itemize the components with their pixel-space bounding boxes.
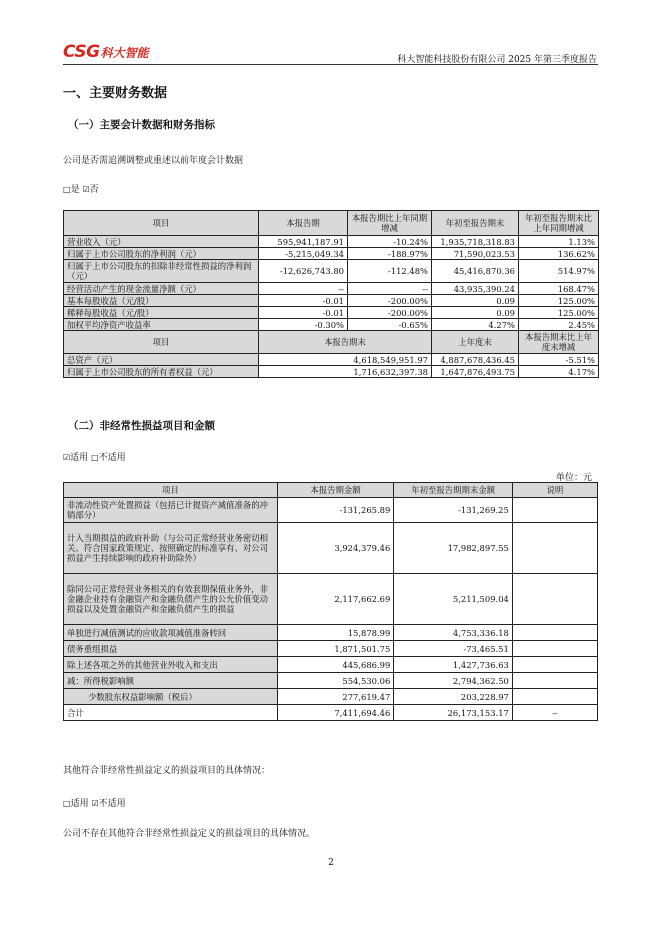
column-header: 项目	[64, 331, 259, 354]
column-header: 本报告期金额	[277, 483, 394, 498]
cell-value: 4,618,549,951.97	[259, 354, 432, 366]
cell-value: 71,590,023.53	[432, 248, 519, 260]
cell-value: -0.01	[259, 295, 348, 307]
note-cell	[512, 657, 597, 673]
cell-value: 0.09	[432, 295, 519, 307]
note-cell	[512, 641, 597, 657]
table-row	[64, 574, 598, 625]
row-label: 非流动性资产处置损益（包括已计提资产减值准备的冲销部分）	[64, 498, 278, 523]
cell-value: 2,794,362.50	[394, 673, 513, 689]
cell-value: -0.01	[259, 307, 348, 319]
other-not-applicable-checkbox[interactable]: ☑	[91, 799, 99, 808]
table-row	[64, 295, 599, 307]
cell-value: 1,716,632,397.38	[259, 366, 432, 378]
cell-value: 277,619.47	[277, 689, 394, 705]
cell-value: -200.00%	[348, 307, 432, 319]
cell-value: -112.48%	[348, 260, 432, 283]
other-items-statement: 公司不存在其他符合非经常性损益定义的损益项目的具体情况。	[63, 829, 316, 839]
cell-value: 595,941,187.91	[259, 236, 348, 248]
cell-value: 17,982,897.55	[394, 523, 513, 574]
table-header-row	[64, 211, 599, 236]
table-row	[64, 354, 599, 366]
table-row	[64, 625, 598, 641]
restate-options	[63, 182, 99, 195]
applicable-label: 适用	[70, 453, 89, 463]
table-row	[64, 319, 599, 331]
note-cell	[512, 523, 597, 574]
row-label: 基本每股收益（元/股）	[64, 295, 259, 307]
cell-value: --	[348, 283, 432, 295]
table-row	[64, 641, 598, 657]
column-header: 说明	[512, 483, 597, 498]
column-header: 上年度末	[432, 331, 519, 354]
other-not-applicable-label: 不适用	[98, 799, 126, 809]
cell-value: 45,416,870.36	[432, 260, 519, 283]
table-row	[64, 307, 599, 319]
company-logo	[63, 43, 149, 61]
table-row	[64, 236, 599, 248]
cell-value: -200.00%	[348, 295, 432, 307]
cell-value: -5.51%	[519, 354, 599, 366]
column-header: 本报告期	[259, 211, 348, 236]
row-label: 除同公司正常经营业务相关的有效套期保值业务外，非金融企业持有金融资产和金融负债产生的公允价值变动损益以及处置金融资产和金融负债产生的损益	[64, 574, 278, 625]
logo-text: 科大智能	[100, 45, 149, 60]
cell-value: 4.17%	[519, 366, 599, 378]
column-header: 本报告期比上年同期增减	[348, 211, 432, 236]
section-title: 一、主要财务数据	[63, 86, 168, 101]
cell-value: 1,647,876,493.75	[432, 366, 519, 378]
cell-value: -73,465.51	[394, 641, 513, 657]
row-label: 经营活动产生的现金流量净额（元）	[64, 283, 259, 295]
table-header-row	[64, 483, 598, 498]
other-applicable-options	[63, 796, 126, 809]
row-label: 总资产（元）	[64, 354, 259, 366]
restate-question: 公司是否需追溯调整或重述以前年度会计数据	[63, 156, 244, 166]
not-applicable-label: 不适用	[98, 453, 126, 463]
cell-value: 2,117,662.69	[277, 574, 394, 625]
unit-label: 单位：元	[555, 473, 592, 483]
note-cell	[512, 625, 597, 641]
cell-value: -0.65%	[348, 319, 432, 331]
row-label: 减：所得税影响额	[64, 673, 278, 689]
no-checkbox[interactable]: ☑	[82, 185, 90, 194]
column-header: 年初至报告期期末金额	[394, 483, 513, 498]
cell-value: -131,265.89	[277, 498, 394, 523]
note-cell	[512, 689, 597, 705]
cell-value: -188.97%	[348, 248, 432, 260]
note-cell	[512, 574, 597, 625]
table-row	[64, 523, 598, 574]
row-label: 加权平均净资产收益率	[64, 319, 259, 331]
row-label: 营业收入（元）	[64, 236, 259, 248]
cell-value: -5,215,049.34	[259, 248, 348, 260]
cell-value: -131,269.25	[394, 498, 513, 523]
not-applicable-checkbox[interactable]: □	[91, 453, 99, 462]
cell-value: 445,686.99	[277, 657, 394, 673]
row-label: 计入当期损益的政府补助（与公司正常经营业务密切相关、符合国家政策规定、按照确定的标准享有、对公司损益产生持续影响的政府补助除外）	[64, 523, 278, 574]
cell-value: 4.27%	[432, 319, 519, 331]
cell-value: 15,878.99	[277, 625, 394, 641]
row-label: 归属于上市公司股东的所有者权益（元）	[64, 366, 259, 378]
cell-value: 5,211,509.04	[394, 574, 513, 625]
table-row	[64, 673, 598, 689]
row-label: 合计	[64, 705, 278, 721]
report-title: 科大智能科技股份有限公司 2025 年第三季度报告	[397, 55, 597, 65]
note-cell: --	[512, 705, 597, 721]
note-cell	[512, 673, 597, 689]
table-row	[64, 498, 598, 523]
table-row	[64, 283, 599, 295]
cell-value: 125.00%	[519, 307, 599, 319]
cell-value: -12,626,743.80	[259, 260, 348, 283]
other-items-question: 其他符合非经常性损益定义的损益项目的具体情况：	[63, 766, 271, 776]
cell-value: 0.09	[432, 307, 519, 319]
cell-value: 1.13%	[519, 236, 599, 248]
cell-value: 1,427,736.63	[394, 657, 513, 673]
cell-value: 125.00%	[519, 295, 599, 307]
logo-mark: CSG	[63, 42, 100, 62]
no-label: 否	[89, 185, 99, 195]
cell-value: 26,173,153.17	[394, 705, 513, 721]
cell-value: 514.97%	[519, 260, 599, 283]
page-number: 2	[328, 858, 334, 868]
cell-value: 1,935,718,318.83	[432, 236, 519, 248]
cell-value: 554,530.06	[277, 673, 394, 689]
column-header: 本报告期末比上年度末增减	[519, 331, 599, 354]
cell-value: -0.30%	[259, 319, 348, 331]
cell-value: 4,753,336.18	[394, 625, 513, 641]
cell-value: -10.24%	[348, 236, 432, 248]
cell-value: 2.45%	[519, 319, 599, 331]
row-label: 稀释每股收益（元/股）	[64, 307, 259, 319]
column-header: 项目	[64, 483, 278, 498]
table-row	[64, 705, 598, 721]
cell-value: 168.47%	[519, 283, 599, 295]
row-label: 归属于上市公司股东的净利润（元）	[64, 248, 259, 260]
cell-value: 7,411,694.46	[277, 705, 394, 721]
row-label: 单独进行减值测试的应收款项减值准备转回	[64, 625, 278, 641]
row-label: 少数股东权益影响额（税后）	[64, 689, 278, 705]
table-row	[64, 657, 598, 673]
header-divider	[63, 64, 598, 65]
column-header: 项目	[64, 211, 259, 236]
applicable-checkbox[interactable]: ☑	[63, 453, 71, 462]
table-row	[64, 260, 599, 283]
column-header: 年初至报告期末	[432, 211, 519, 236]
applicable-options	[63, 450, 126, 463]
table-header-row	[64, 331, 599, 354]
subsection-title-1: （一）主要会计数据和财务指标	[68, 119, 215, 131]
row-label: 归属于上市公司股东的扣除非经常性损益的净利润（元）	[64, 260, 259, 283]
cell-value: 3,924,379.46	[277, 523, 394, 574]
other-applicable-checkbox[interactable]: □	[63, 799, 71, 808]
column-header: 年初至报告期末比上年同期增减	[519, 211, 599, 236]
table-row	[64, 689, 598, 705]
subsection-title-2: （二）非经常性损益项目和金额	[68, 420, 215, 432]
table-row	[64, 366, 599, 378]
cell-value: 43,935,390.24	[432, 283, 519, 295]
table-row	[64, 248, 599, 260]
yes-checkbox[interactable]: □	[63, 185, 71, 194]
column-header: 本报告期末	[259, 331, 432, 354]
cell-value: --	[259, 283, 348, 295]
row-label: 债务重组损益	[64, 641, 278, 657]
other-applicable-label: 适用	[70, 799, 89, 809]
non-recurring-items-table	[63, 482, 598, 721]
cell-value: 203,228.97	[394, 689, 513, 705]
cell-value: 4,887,678,436.45	[432, 354, 519, 366]
note-cell	[512, 498, 597, 523]
cell-value: 1,871,501.75	[277, 641, 394, 657]
row-label: 除上述各项之外的其他营业外收入和支出	[64, 657, 278, 673]
cell-value: 136.62%	[519, 248, 599, 260]
yes-label: 是	[70, 185, 80, 195]
financial-indicators-table	[63, 210, 599, 378]
